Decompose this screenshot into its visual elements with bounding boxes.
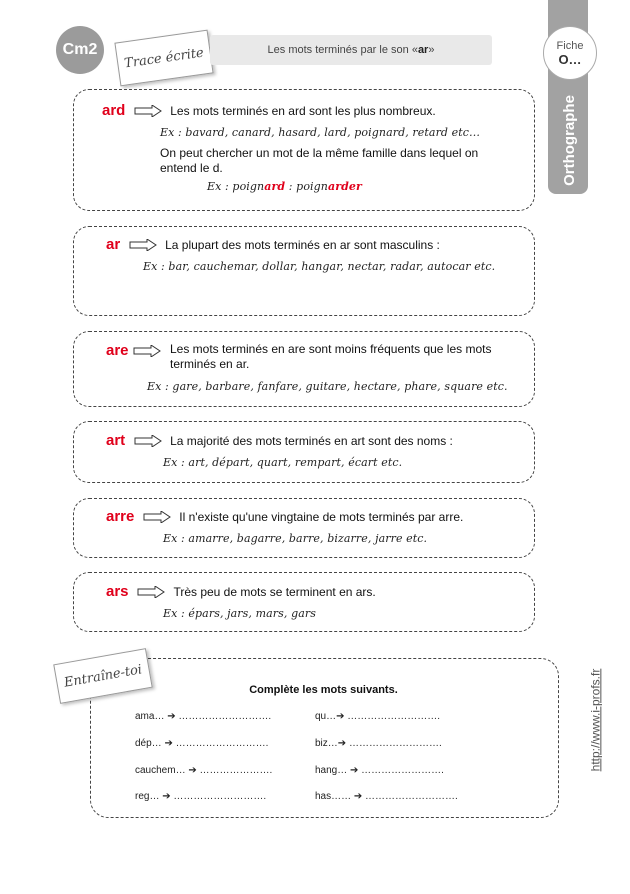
rule-example: Ex : bar, cauchemar, dollar, hangar, nectar, radar, autocar etc. [143,260,496,273]
exercise-item[interactable]: reg… ➔ ………………………. [135,791,267,802]
arrow-icon [143,511,171,523]
rule-ending: ar [106,236,121,253]
exercise-item[interactable]: biz…➔ ………………………. [315,738,442,749]
rule-card-art [73,421,535,483]
rule-ars [106,583,526,601]
exercise-title: Complète les mots suivants. [249,684,398,696]
arrow-icon [134,105,162,117]
exercise-item[interactable]: has…… ➔ ………………………. [315,791,458,802]
page-title: Les mots terminés par le son « ar » [210,35,492,65]
rule-example: Ex : bavard, canard, hasard, lard, poignard, retard etc… [160,126,481,139]
rule-ar [106,236,526,254]
rule-text: Très peu de mots se terminent en ars. [173,585,376,599]
rule-arre [106,508,526,526]
arrow-icon [133,345,161,357]
rule-text: Les mots terminés en ard sont les plus nombreux. [170,104,436,118]
rule-text: La plupart des mots terminés en ar sont masculins : [165,238,440,252]
level-badge: Cm2 [56,26,104,74]
rule-example: Ex : amarre, bagarre, barre, bizarre, jarre etc. [163,532,428,545]
arrow-icon [129,239,157,251]
rule-extra: On peut chercher un mot de la même famille dans lequel on entend le d. [160,146,479,175]
rule-example: Ex : épars, jars, mars, gars [163,607,316,620]
rule-art [106,432,526,450]
rule-ending: ard [102,102,126,119]
rule-text: Il n'existe qu'une vingtaine de mots terminés par arre. [179,510,464,524]
rule-ending: art [106,432,126,449]
exercise-item[interactable]: cauchem… ➔ …………………. [135,765,273,776]
rule-example: Ex : gare, barbare, fanfare, guitare, hectare, phare, square etc. [147,380,508,393]
subject-label: Orthographe [560,94,578,186]
rule-ending: ars [106,583,129,600]
arrow-icon [137,586,165,598]
entraine-toi-tag: Entraîne-toi [53,648,153,704]
rule-card-arre [73,498,535,558]
rule-text: La majorité des mots terminés en art sont des noms : [170,434,453,448]
exercise-item[interactable]: ama… ➔ ………………………. [135,711,272,722]
rule-ending: arre [106,508,135,525]
exercise-item[interactable]: qu…➔ ………………………. [315,711,441,722]
trace-ecrite-tag: Trace écrite [114,30,213,87]
exercise-item[interactable]: hang… ➔ ……………………. [315,765,444,776]
arrow-icon [134,435,162,447]
fiche-badge: Fiche O… [543,26,597,80]
rule-example: Ex : art, départ, quart, rempart, écart etc. [163,456,403,469]
family-example: Ex : poignard : poignarder [207,180,362,193]
rule-ard [102,102,522,120]
rule-card-ars [73,572,535,632]
rule-ending: are [106,342,129,359]
exercise-item[interactable]: dép… ➔ ………………………. [135,738,269,749]
rule-are [106,342,526,372]
rule-text: Les mots terminés en are sont moins fréquents que les mots terminés en ar. [170,342,492,371]
source-url[interactable]: http://www.i-profs.fr [588,668,603,772]
